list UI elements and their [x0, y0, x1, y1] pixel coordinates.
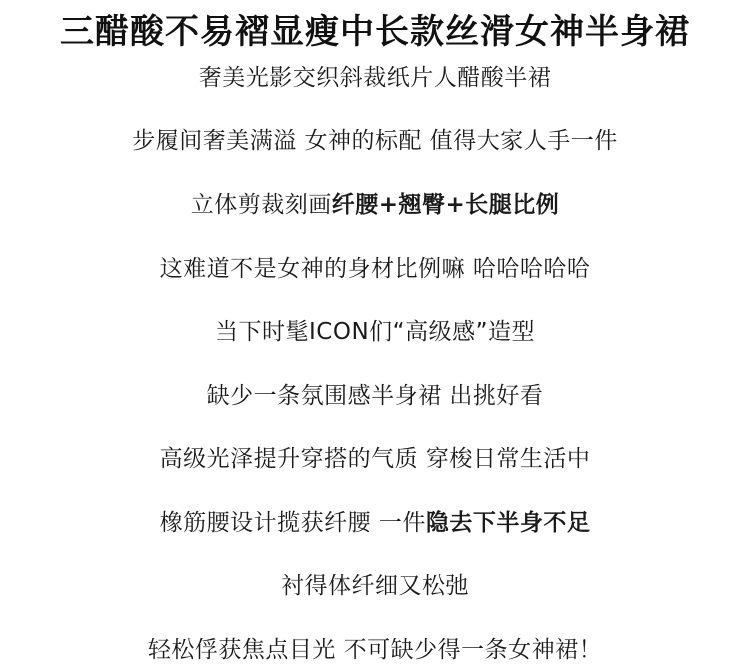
- copy-line-9-text: 衬得体纤细又松弛: [281, 573, 469, 599]
- copy-line-9: [0, 570, 750, 602]
- copy-line-7: [0, 443, 750, 475]
- copy-line-8-text: 橡筋腰设计揽获纤腰 一件: [159, 510, 426, 536]
- copy-line-5-text: 当下时髦ICON们“高级感”造型: [215, 319, 535, 345]
- copy-line-8-bold: 隐去下半身不足: [425, 510, 591, 536]
- copy-line-7-text: 高级光泽提升穿搭的气质 穿梭日常生活中: [159, 446, 591, 472]
- copy-line-4-text: 这难道不是女神的身材比例嘛 哈哈哈哈哈: [159, 256, 591, 282]
- copy-line-3-text: 立体剪裁刻画: [190, 192, 332, 218]
- copy-line-3: [0, 189, 750, 221]
- copy-line-1-text: 奢美光影交织斜裁纸片人醋酸半裙: [198, 65, 552, 91]
- page-title: 三醋酸不易褶显瘦中长款丝滑女神半身裙: [60, 12, 690, 52]
- copy-line-4: [0, 253, 750, 285]
- copy-line-2: [0, 125, 750, 157]
- copy-line-8: [0, 507, 750, 539]
- copy-line-5: [0, 316, 750, 348]
- copy-line-3-bold: 纤腰+翘臀+长腿比例: [331, 192, 560, 218]
- copy-line-6-text: 缺少一条氛围感半身裙 出挑好看: [206, 383, 544, 409]
- copy-line-1: [0, 62, 750, 94]
- copy-line-2-text: 步履间奢美满溢 女神的标配 值得大家人手一件: [132, 128, 618, 154]
- copy-line-10: [0, 634, 750, 666]
- copy-line-10-text: 轻松俘获焦点目光 不可缺少得一条女神裙！: [147, 637, 603, 663]
- copy-line-6: [0, 380, 750, 412]
